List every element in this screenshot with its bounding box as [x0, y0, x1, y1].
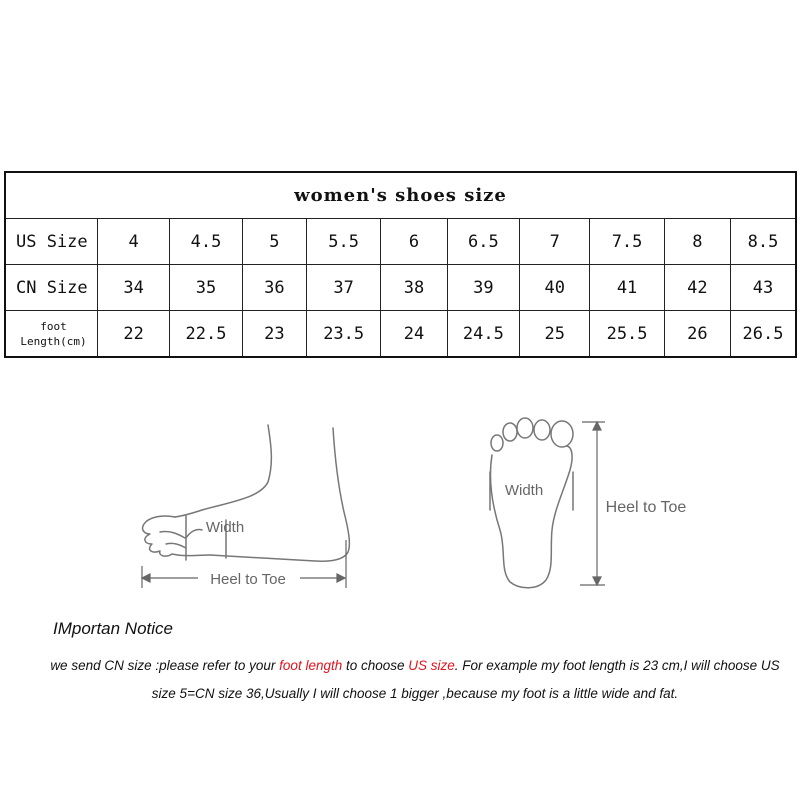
notice-text-part1: we send CN size :please refer to your: [50, 658, 280, 673]
table-cell: 36: [242, 265, 306, 311]
toe-outline: [491, 435, 503, 451]
table-title: women's shoes size: [5, 172, 796, 219]
table-cell: 6.5: [447, 219, 519, 265]
size-chart-table: [4, 171, 797, 358]
foot-side-view-diagram: [130, 420, 360, 600]
table-cell: 25: [520, 311, 590, 358]
side-length-label: Heel to Toe: [210, 571, 286, 588]
table-cell: 23.5: [306, 311, 380, 358]
side-width-label: Width: [205, 519, 245, 536]
leg-front-outline: [175, 425, 271, 517]
notice-text-part2: to choose: [342, 658, 409, 673]
table-cell: 40: [520, 265, 590, 311]
foot-label-line2: Length(cm): [20, 334, 87, 348]
toe-outline: [517, 418, 533, 438]
table-cell: 7.5: [590, 219, 664, 265]
sole-outline: [490, 446, 572, 588]
leg-back-outline: [210, 428, 349, 561]
toe-detail: [160, 529, 202, 548]
length-arrow-right-head: [337, 574, 345, 582]
table-cell: 25.5: [590, 311, 664, 358]
length-arrow-left-head: [142, 574, 150, 582]
toe-outline: [551, 421, 573, 447]
row-label-us-size: US Size: [5, 219, 97, 265]
table-cell: 41: [590, 265, 664, 311]
row-label-foot-length: [5, 311, 97, 358]
foot-sole-view-diagram: [480, 410, 710, 595]
table-cell: 4.5: [170, 219, 242, 265]
table-cell: 34: [97, 265, 169, 311]
table-cell: 35: [170, 265, 242, 311]
sole-width-label: Width: [504, 482, 544, 499]
toe-outline: [503, 423, 517, 441]
table-cell: 26: [664, 311, 730, 358]
table-row-us-size: [5, 219, 796, 265]
table-cell: 8: [664, 219, 730, 265]
table-row-foot-length: [5, 311, 796, 358]
table-cell: 22: [97, 311, 169, 358]
row-label-cn-size: CN Size: [5, 265, 97, 311]
table-cell: 6: [381, 219, 447, 265]
table-cell: 23: [242, 311, 306, 358]
height-arrow-top-head: [593, 422, 601, 430]
notice-highlight-us-size: US size: [408, 658, 455, 673]
foot-label-line1: foot: [40, 319, 67, 333]
table-cell: 42: [664, 265, 730, 311]
notice-body: [40, 652, 790, 708]
notice-title: IMportan Notice: [53, 619, 173, 638]
notice-text-part3: . For example my foot length is 23 cm,I will choose US size 5=CN size 36,Usually I will choose 1 bigger ,because my foot is a little wide and fat.: [151, 658, 780, 701]
notice-highlight-foot-length: foot length: [279, 658, 343, 673]
table-cell: 43: [731, 265, 796, 311]
table-cell: 26.5: [731, 311, 796, 358]
table-cell: 38: [381, 265, 447, 311]
table-cell: 22.5: [170, 311, 242, 358]
table-cell: 4: [97, 219, 169, 265]
table-cell: 7: [520, 219, 590, 265]
table-cell: 37: [306, 265, 380, 311]
table-row-cn-size: [5, 265, 796, 311]
table-cell: 24.5: [447, 311, 519, 358]
table-cell: 5: [242, 219, 306, 265]
table-cell: 8.5: [731, 219, 796, 265]
table-cell: 39: [447, 265, 519, 311]
toe-outline: [534, 420, 550, 440]
table-cell: 5.5: [306, 219, 380, 265]
sole-length-label: Heel to Toe: [605, 499, 687, 516]
table-cell: 24: [381, 311, 447, 358]
height-arrow-bottom-head: [593, 577, 601, 585]
toes-outline: [143, 516, 210, 556]
